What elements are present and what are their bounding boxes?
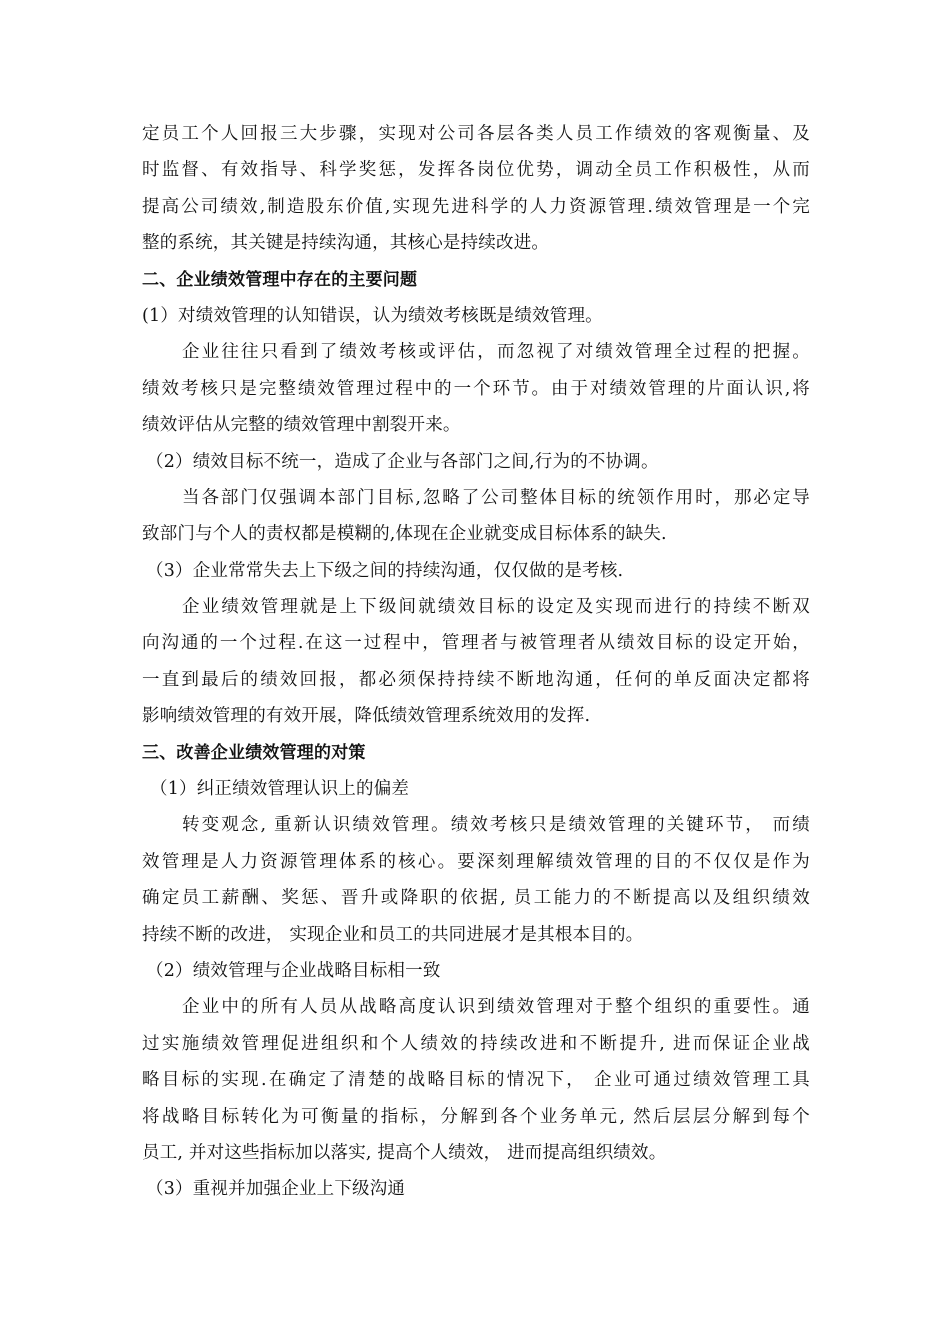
- text-line: 影响绩效管理的有效开展，降低绩效管理系统效用的发挥.: [142, 706, 591, 727]
- text-line: 提高公司绩效,制造股东价值,实现先进科学的人力资源管理.绩效管理是一个完: [142, 196, 810, 217]
- paragraph-problem-2: [142, 480, 810, 553]
- document-body: [142, 116, 810, 1208]
- paragraph-solution-2: [142, 989, 810, 1171]
- subheading-problem-3: （3）企业常常失去上下级之间的持续沟通，仅仅做的是考核.: [146, 560, 624, 581]
- text-line: 时监督、有效指导、科学奖惩，发挥各岗位优势，调动全员工作积极性，从而: [142, 160, 810, 181]
- text-line: 确定员工薪酬、奖惩、晋升或降职的依据, 员工能力的不断提高以及组织绩效: [142, 888, 810, 909]
- text-line: 企业往往只看到了绩效考核或评估，而忽视了对绩效管理全过程的把握。: [182, 342, 810, 363]
- text-line: 致部门与个人的责权都是模糊的,体现在企业就变成目标体系的缺失.: [142, 524, 667, 545]
- subheading-solution-3: （3）重视并加强企业上下级沟通: [146, 1179, 406, 1200]
- text-line: 过实施绩效管理促进组织和个人绩效的持续改进和不断提升, 进而保证企业战: [142, 1033, 810, 1054]
- text-line: 转变观念, 重新认识绩效管理。绩效考核只是绩效管理的关键环节， 而绩: [182, 815, 810, 836]
- text-line: 当各部门仅强调本部门目标,忽略了公司整体目标的统领作用时，那必定导: [182, 487, 810, 508]
- text-line: 整的系统，其关键是持续沟通，其核心是持续改进。: [142, 233, 550, 254]
- section-heading-3: 三、改善企业绩效管理的对策: [142, 742, 366, 763]
- text-line: 持续不断的改进， 实现企业和员工的共同进展才是其根本目的。: [142, 924, 644, 945]
- text-line: 将战略目标转化为可衡量的指标，分解到各个业务单元, 然后层层分解到每个: [142, 1106, 810, 1127]
- text-line: 企业绩效管理就是上下级间就绩效目标的设定及实现而进行的持续不断双: [182, 597, 810, 618]
- subheading-solution-2: （2）绩效管理与企业战略目标相一致: [146, 960, 441, 981]
- text-line: 向沟通的一个过程.在这一过程中，管理者与被管理者从绩效目标的设定开始，: [142, 633, 810, 654]
- paragraph-problem-3: [142, 589, 810, 735]
- text-line: 员工, 并对这些指标加以落实, 提高个人绩效， 进而提高组织绩效。: [142, 1142, 667, 1163]
- text-line: 效管理是人力资源管理体系的核心。要深刻理解绩效管理的目的不仅仅是作为: [142, 851, 810, 872]
- text-line: 一直到最后的绩效回报，都必须保持持续不断地沟通，任何的单反面决定都将: [142, 669, 810, 690]
- section-heading-2: 二、企业绩效管理中存在的主要问题: [142, 269, 418, 290]
- paragraph-problem-1: [142, 334, 810, 443]
- paragraph-solution-1: [142, 807, 810, 953]
- subheading-problem-1: (1）对绩效管理的认知错误，认为绩效考核既是绩效管理。: [142, 305, 603, 326]
- text-line: 企业中的所有人员从战略高度认识到绩效管理对于整个组织的重要性。通: [182, 997, 810, 1018]
- paragraph-intro: [142, 116, 810, 262]
- text-line: 定员工个人回报三大步骤，实现对公司各层各类人员工作绩效的客观衡量、及: [142, 124, 810, 144]
- text-line: 绩效评估从完整的绩效管理中割裂开来。: [142, 415, 461, 436]
- text-line: 绩效考核只是完整绩效管理过程中的一个环节。由于对绩效管理的片面认识,将: [142, 378, 810, 399]
- text-line: 略目标的实现.在确定了清楚的战略目标的情况下， 企业可通过绩效管理工具: [142, 1070, 810, 1091]
- subheading-solution-1: （1）纠正绩效管理认识上的偏差: [150, 779, 410, 800]
- subheading-problem-2: （2）绩效目标不统一，造成了企业与各部门之间,行为的不协调。: [146, 451, 659, 472]
